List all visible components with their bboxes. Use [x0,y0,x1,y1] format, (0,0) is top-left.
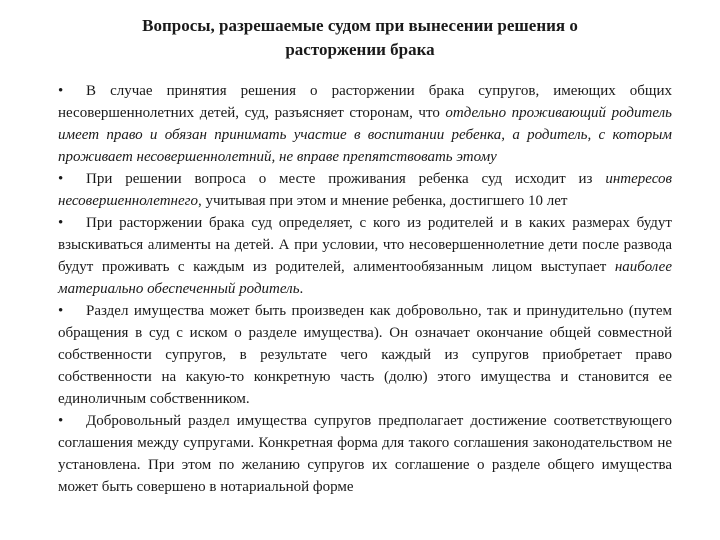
paragraph-text: Раздел имущества может быть произведен как добровольно, так и принудительно (путем обращения в суд с иском о разделе имущества). Он означает окончание общей совместной собственности супругов, в результате чего каждый из супругов приобретает право собственности на какую-то конкретную часть (долю) этого имущества и становится ее единоличным собственником. [58,303,672,407]
slide-title: Вопросы, разрешаемые судом при вынесении решения о расторжении брака [142,16,578,59]
slide-body [58,80,672,498]
bullet-icon: • [58,215,64,231]
paragraph-text: В случае принятия решения о расторжении брака супругов, имеющих общих несовершеннолетних детей, суд, разъясняет сторонам, что [58,83,672,121]
paragraph-text: При расторжении брака суд определяет, с кого из родителей и в каких размерах будут взыскиваться алименты на детей. А при условии, что несовершеннолетние дети после развода будут проживать с каждым из родителей, алиментообязанным лицом выступает [58,215,672,275]
bullet-icon: • [58,171,64,187]
paragraph-text: Добровольный раздел имущества супругов предполагает достижение соответствующего соглашения между супругами. Конкретная форма для такого соглашения законодательством не установлена. При этом по желанию супругов их соглашение о разделе общего имущества может быть совершено в нотариальной форме [58,413,672,495]
paragraph-text: . [299,281,304,297]
bullet-paragraph [58,300,672,410]
emphasis-text: интересов несовершеннолетнего [58,171,672,209]
bullet-icon: • [58,303,64,319]
bullet-paragraph [58,212,672,300]
bullet-paragraph [58,80,672,168]
paragraph-text: , учитывая при этом и мнение ребенка, достигшего 10 лет [198,193,568,209]
bullet-paragraph [58,168,672,212]
bullet-icon: • [58,413,64,429]
paragraph-text: При решении вопроса о месте проживания ребенка суд исходит из [86,171,606,187]
emphasis-text: отдельно проживающий родитель имеет право и обязан принимать участие в воспитании ребенка, а родитель, с которым проживает несовершеннолетний, не вправе препятствовать этому [58,105,672,165]
bullet-paragraph [58,410,672,498]
bullet-icon: • [58,83,64,99]
emphasis-text: наиболее материально обеспеченный родитель [58,259,672,297]
